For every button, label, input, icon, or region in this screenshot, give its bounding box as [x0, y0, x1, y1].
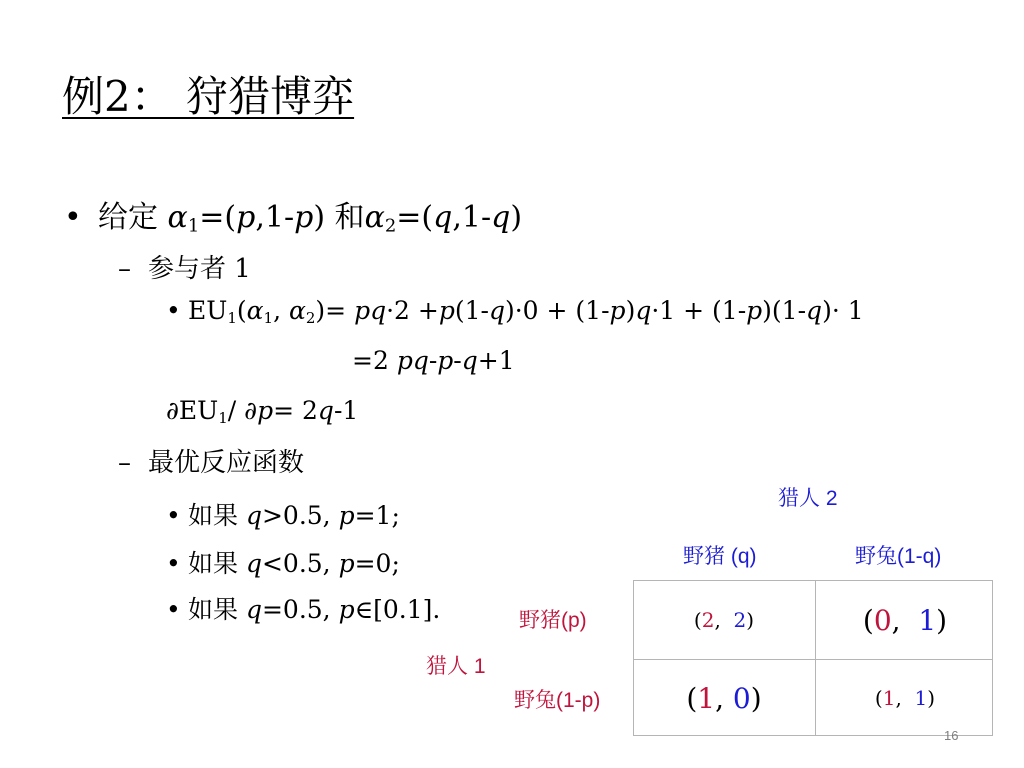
payoff-cell [815, 581, 995, 659]
text-fragment: ) [927, 686, 936, 710]
text-fragment: - [453, 346, 462, 375]
text-fragment: ( [693, 608, 702, 632]
payoff-p2: 2 [733, 608, 747, 632]
payoff-cell [815, 659, 995, 737]
text-fragment: =0.5, [261, 595, 339, 624]
text-fragment: )(1- [762, 296, 807, 325]
payoff-cell [634, 659, 814, 737]
text-eu: EU [188, 296, 228, 325]
eu-simplified [352, 346, 515, 375]
text-fragment: =( [199, 200, 237, 235]
var-q: q [245, 501, 262, 530]
var-q: q [245, 595, 262, 624]
text-fragment: )·0 + (1- [504, 296, 610, 325]
text-player1: 参与者 1 [148, 254, 251, 284]
text-fragment: 如果 [188, 501, 246, 530]
payoff-p1: 1 [882, 686, 896, 710]
text-fragment: ) 和 [313, 200, 365, 235]
text-fragment: , [714, 608, 734, 632]
text-fragment: ,1- [452, 200, 492, 235]
var-q: q [635, 296, 652, 325]
var-p: p [609, 296, 626, 325]
text-fragment: ) [746, 608, 755, 632]
row-header-rabbit: 野兔(1-p) [514, 689, 601, 712]
text-fragment: =0; [354, 549, 400, 578]
var-q: q [433, 200, 453, 235]
page-number: 16 [944, 728, 959, 743]
text-fragment: ∂EU [166, 396, 219, 425]
text-fragment: -1 [333, 396, 359, 425]
payoff-cell [634, 581, 814, 659]
text-given: 给定 [98, 200, 168, 235]
col-header-boar: 野猪 (q) [683, 545, 757, 568]
alpha-symbol: α [167, 200, 188, 235]
text-fragment: <0.5, [261, 549, 339, 578]
text-best-response: 最优反应函数 [148, 448, 305, 478]
text-fragment: ( [874, 686, 883, 710]
alpha-symbol: α [246, 296, 264, 325]
sub-bullet-best-response [118, 442, 304, 479]
var-p: p [338, 595, 355, 624]
bullet-dot: • [64, 200, 82, 235]
payoff-p2: 1 [918, 603, 937, 637]
var-p: p [294, 200, 314, 235]
var-q: q [488, 296, 505, 325]
bullet-dot: • [166, 501, 181, 530]
var-p: p [257, 396, 274, 425]
label-hunter2: 猎人 2 [778, 487, 838, 510]
text-fragment: ) [750, 681, 762, 715]
label-hunter1: 猎人 1 [426, 655, 486, 678]
text-fragment: ( [686, 681, 698, 715]
bullet-dot: • [166, 595, 181, 624]
subscript: 1 [218, 408, 228, 427]
col-header-rabbit: 野兔(1-q) [855, 545, 942, 568]
text-fragment: ·2 + [386, 296, 439, 325]
text-fragment: >0.5, [261, 501, 339, 530]
text-fragment: 如果 [188, 549, 246, 578]
dash-marker: – [118, 254, 131, 284]
var-p: p [338, 501, 355, 530]
payoff-p1: 2 [701, 608, 715, 632]
partial-derivative [166, 396, 358, 425]
payoff-p1: 1 [697, 681, 716, 715]
case-item [166, 544, 400, 580]
text-fragment: )· 1 [822, 296, 864, 325]
payoff-p2: 1 [914, 686, 928, 710]
case-item [166, 590, 440, 626]
bullet-dot: • [166, 296, 181, 325]
var-pq: pq [354, 296, 387, 325]
text-fragment: ∈[0.1]. [354, 595, 441, 624]
var-p: p [438, 296, 455, 325]
bullet-given [64, 192, 522, 236]
var-q: q [806, 296, 823, 325]
var-q: q [491, 200, 511, 235]
bullet-dot: • [166, 549, 181, 578]
text-fragment: )= [315, 296, 355, 325]
text-fragment: (1- [454, 296, 489, 325]
text-fragment: , [273, 296, 289, 325]
text-fragment: ( [236, 296, 247, 325]
var-p: p [437, 346, 454, 375]
text-fragment: =( [396, 200, 434, 235]
var-q: q [317, 396, 334, 425]
payoff-matrix [633, 580, 993, 736]
page-title: 例2： 狩猎博弈 [62, 72, 355, 121]
var-pq: pq [396, 346, 429, 375]
text-fragment: , [891, 603, 919, 637]
alpha-symbol: α [364, 200, 385, 235]
subscript: 2 [384, 215, 397, 237]
text-fragment: / ∂ [227, 396, 258, 425]
dash-marker: – [118, 448, 131, 478]
text-fragment: ) [936, 603, 948, 637]
text-fragment: 如果 [188, 595, 246, 624]
text-fragment: =2 [352, 346, 397, 375]
subscript: 1 [227, 308, 237, 327]
text-fragment: = 2 [273, 396, 318, 425]
text-fragment: ( [862, 603, 874, 637]
alpha-symbol: α [288, 296, 306, 325]
row-header-boar: 野猪(p) [519, 609, 587, 632]
text-fragment: , [715, 681, 733, 715]
text-fragment: +1 [477, 346, 515, 375]
case-item [166, 496, 400, 532]
payoff-p1: 0 [873, 603, 892, 637]
payoff-p2: 0 [732, 681, 751, 715]
text-fragment: , [895, 686, 915, 710]
text-fragment: =1; [354, 501, 400, 530]
subscript: 1 [187, 215, 200, 237]
text-fragment: ) [510, 200, 523, 235]
sub-bullet-player1 [118, 248, 251, 285]
var-p: p [338, 549, 355, 578]
text-fragment: - [428, 346, 438, 375]
subscript: 1 [263, 308, 274, 327]
eu-formula [166, 296, 864, 325]
subscript: 2 [305, 308, 316, 327]
var-p: p [746, 296, 763, 325]
var-p: p [236, 200, 256, 235]
text-fragment: ) [625, 296, 636, 325]
var-q: q [245, 549, 262, 578]
text-fragment: ,1- [255, 200, 295, 235]
text-fragment: ·1 + (1- [651, 296, 747, 325]
var-q: q [461, 346, 478, 375]
